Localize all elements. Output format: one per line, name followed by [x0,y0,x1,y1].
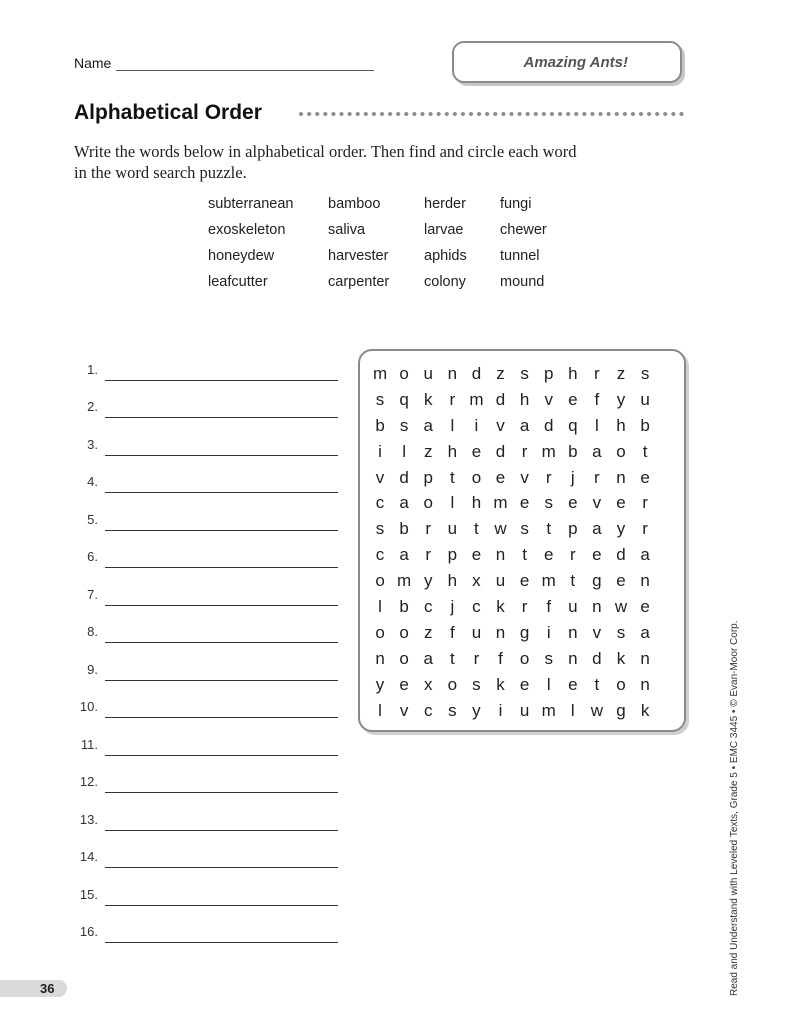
puzzle-letter[interactable]: r [594,467,600,487]
puzzle-letter[interactable]: l [450,415,455,435]
answer-line[interactable] [105,454,338,456]
answer-line-number: 12. [79,774,98,789]
answer-line-row [76,793,338,831]
word-bank-item: exoskeleton [208,222,286,238]
puzzle-letter[interactable]: o [447,674,458,694]
puzzle-letter[interactable]: a [519,415,530,435]
puzzle-letter[interactable]: b [640,415,650,435]
puzzle-letter[interactable]: r [521,441,528,461]
puzzle-letter[interactable]: g [592,571,602,591]
puzzle-letter[interactable]: d [592,648,602,668]
puzzle-letter[interactable]: o [616,441,626,461]
puzzle-letter[interactable]: p [543,363,554,383]
puzzle-row [368,490,678,516]
puzzle-letter[interactable]: u [568,596,578,616]
puzzle-letter[interactable]: v [399,700,409,720]
puzzle-letter[interactable]: t [546,519,552,539]
puzzle-row [368,594,678,620]
answer-line-number: 3. [87,436,98,452]
puzzle-letter[interactable]: n [616,467,626,487]
puzzle-letter[interactable]: i [378,441,382,461]
puzzle-letter[interactable]: m [493,493,508,513]
puzzle-letter[interactable]: v [544,389,553,409]
name-line [116,56,374,71]
puzzle-letter[interactable]: e [519,674,530,694]
puzzle-letter[interactable]: h [471,493,482,513]
puzzle-letter[interactable]: t [474,519,479,539]
puzzle-letter[interactable]: q [568,415,578,435]
puzzle-letter[interactable]: a [592,519,602,539]
answer-line-number: 2. [87,399,98,414]
answer-line-row [76,718,338,756]
puzzle-letter[interactable]: s [399,415,409,435]
puzzle-row [368,542,678,568]
answer-line-row [76,643,338,681]
puzzle-letter[interactable]: y [616,389,626,409]
answer-line-number: 5. [87,511,98,527]
answer-line-row [76,568,338,606]
puzzle-letter[interactable]: a [640,622,650,642]
answer-line-number: 9. [87,661,98,677]
puzzle-letter[interactable]: r [594,363,600,383]
puzzle-letter[interactable]: r [425,545,432,565]
puzzle-letter[interactable]: o [375,571,385,591]
puzzle-letter[interactable]: d [616,545,626,565]
puzzle-letter[interactable]: b [568,441,578,461]
puzzle-letter[interactable]: e [399,674,409,694]
puzzle-letter[interactable]: h [447,441,458,461]
puzzle-letter[interactable]: x [423,674,433,694]
puzzle-row [368,413,678,439]
puzzle-row [368,672,678,698]
answer-line[interactable] [105,716,338,718]
puzzle-letter[interactable]: h [519,389,530,409]
puzzle-row [368,698,678,724]
puzzle-letter[interactable]: z [423,441,433,461]
answer-line-number: 11. [80,736,98,752]
puzzle-letter[interactable]: n [640,674,650,694]
answer-line[interactable] [105,491,338,493]
puzzle-letter[interactable]: n [640,648,650,668]
answer-line[interactable] [105,679,338,681]
puzzle-letter[interactable]: y [472,700,481,720]
puzzle-letter[interactable]: t [570,571,576,591]
puzzle-letter[interactable]: l [450,493,455,513]
puzzle-letter[interactable]: z [423,622,433,642]
puzzle-letter[interactable]: z [496,363,505,383]
puzzle-row [368,568,678,594]
puzzle-row [368,646,678,672]
puzzle-letter[interactable]: b [399,519,409,539]
word-bank-item: honeydew [208,248,275,264]
answer-line-number: 8. [87,624,98,639]
answer-line[interactable] [105,604,338,606]
puzzle-letter[interactable]: e [592,545,602,565]
puzzle-letter[interactable]: t [594,674,600,694]
puzzle-letter[interactable]: w [494,519,507,539]
instructions [74,141,634,183]
puzzle-letter[interactable]: n [568,648,578,668]
puzzle-letter[interactable]: m [372,363,388,383]
puzzle-letter[interactable]: r [425,519,432,539]
puzzle-letter[interactable]: n [495,622,506,642]
answer-line[interactable] [105,566,338,568]
answer-line-number: 13. [79,811,98,827]
puzzle-letter[interactable]: u [471,622,482,642]
puzzle-letter[interactable]: s [448,700,457,720]
puzzle-letter[interactable]: e [616,571,626,591]
puzzle-letter[interactable]: f [594,389,600,409]
puzzle-letter[interactable]: z [616,363,626,383]
puzzle-letter[interactable]: o [471,467,482,487]
page-number: 36 [40,981,55,996]
word-bank-item: colony [424,274,466,290]
puzzle-letter[interactable]: c [423,700,433,720]
puzzle-letter[interactable]: e [568,674,578,694]
puzzle-letter[interactable]: s [640,363,650,383]
banner-title-box [452,41,682,83]
answer-line[interactable] [105,641,338,643]
puzzle-letter[interactable]: n [375,648,385,668]
puzzle-letter[interactable]: a [423,648,433,668]
puzzle-letter[interactable]: u [447,519,458,539]
answer-lines [76,343,338,943]
puzzle-letter[interactable]: a [399,545,409,565]
puzzle-letter[interactable]: x [472,571,481,591]
puzzle-letter[interactable]: d [495,441,506,461]
answer-line-row [76,756,338,794]
word-bank-item: saliva [328,222,366,238]
word-bank-item: chewer [500,222,547,238]
puzzle-row [368,620,678,646]
puzzle-letter[interactable]: h [447,571,458,591]
puzzle-letter[interactable]: o [399,648,409,668]
puzzle-letter[interactable]: n [568,622,578,642]
answer-line-number: 7. [87,586,98,602]
puzzle-letter[interactable]: r [642,519,648,539]
name-label: Name [74,55,112,71]
puzzle-row [368,516,678,542]
puzzle-letter[interactable]: j [570,467,575,487]
puzzle-letter[interactable]: n [592,596,602,616]
puzzle-letter[interactable]: r [473,648,480,668]
puzzle-letter[interactable]: e [471,545,482,565]
puzzle-letter[interactable]: s [520,363,529,383]
dotted-rule [297,108,687,120]
word-bank-item: tunnel [500,248,540,264]
answer-line[interactable] [105,416,338,418]
answer-line[interactable] [105,829,338,831]
puzzle-letter[interactable]: e [616,493,626,513]
word-bank-item: larvae [424,222,464,238]
puzzle-letter[interactable]: k [616,648,626,668]
section-title: Alphabetical Order [74,101,262,124]
puzzle-letter[interactable]: d [543,415,554,435]
answer-line-row [76,831,338,869]
puzzle-letter[interactable]: h [616,415,626,435]
puzzle-letter[interactable]: c [423,596,433,616]
puzzle-letter[interactable]: s [472,674,481,694]
puzzle-letter[interactable]: m [541,700,556,720]
answer-line[interactable] [105,791,338,793]
puzzle-row [368,387,678,413]
word-bank-item: carpenter [328,274,390,290]
puzzle-letter[interactable]: o [399,622,409,642]
puzzle-letter[interactable]: l [570,700,575,720]
banner-title: Amazing Ants! [523,53,628,71]
puzzle-letter[interactable]: l [595,415,599,435]
word-bank-item: subterranean [208,196,294,212]
puzzle-letter[interactable]: j [450,596,455,616]
puzzle-letter[interactable]: m [541,441,556,461]
puzzle-letter[interactable]: o [423,493,433,513]
answer-line[interactable] [105,529,338,531]
puzzle-letter[interactable]: u [423,363,433,383]
puzzle-letter[interactable]: y [375,674,385,694]
puzzle-letter[interactable]: e [471,441,482,461]
answer-line-number: 4. [87,474,98,489]
puzzle-letter[interactable]: e [640,467,650,487]
puzzle-letter[interactable]: m [469,389,484,409]
puzzle-letter[interactable]: e [568,493,578,513]
answer-line-row [76,493,338,531]
puzzle-letter[interactable]: u [519,700,530,720]
puzzle-letter[interactable]: d [471,363,482,383]
puzzle-letter[interactable]: k [423,389,433,409]
puzzle-letter[interactable]: k [640,700,650,720]
puzzle-letter[interactable]: p [447,545,458,565]
word-bank-item: aphids [424,248,467,264]
word-search-puzzle [358,349,686,732]
word-bank [208,194,580,292]
puzzle-letter[interactable]: e [568,389,578,409]
puzzle-row [368,465,678,491]
puzzle-row [368,439,678,465]
puzzle-letter[interactable]: n [447,363,458,383]
answer-line-row [76,906,338,944]
puzzle-letter[interactable]: v [520,467,529,487]
puzzle-letter[interactable]: w [590,700,604,720]
puzzle-letter[interactable]: a [640,545,650,565]
word-bank-item: herder [424,196,466,212]
puzzle-letter[interactable]: e [543,545,554,565]
name-field-row [74,55,374,71]
puzzle-letter[interactable]: a [423,415,433,435]
puzzle-letter[interactable]: l [546,674,551,694]
puzzle-letter[interactable]: r [521,596,528,616]
puzzle-letter[interactable]: s [544,493,553,513]
puzzle-letter[interactable]: l [378,700,382,720]
puzzle-letter[interactable]: d [399,467,409,487]
answer-line-number: 15. [79,886,98,902]
puzzle-letter[interactable]: s [375,389,385,409]
puzzle-letter[interactable]: m [541,571,556,591]
answer-line-row [76,531,338,569]
answer-line-row [76,418,338,456]
word-bank-item: mound [500,274,545,290]
puzzle-letter[interactable]: n [495,545,506,565]
puzzle-letter[interactable]: e [495,467,506,487]
puzzle-letter[interactable]: v [375,467,385,487]
puzzle-letter[interactable]: f [498,648,503,668]
puzzle-letter[interactable]: e [519,571,530,591]
puzzle-letter[interactable]: d [495,389,506,409]
puzzle-letter[interactable]: o [519,648,530,668]
instructions-line-1: Write the words below in alphabetical order. Then find and circle each word [74,142,577,161]
puzzle-letter[interactable]: k [496,674,505,694]
puzzle-letter[interactable]: u [640,389,650,409]
puzzle-letter[interactable]: l [402,441,407,461]
puzzle-letter[interactable]: g [616,700,626,720]
puzzle-letter[interactable]: h [568,363,578,383]
word-bank-item: bamboo [328,196,381,212]
answer-line[interactable] [105,866,338,868]
puzzle-letter[interactable]: s [544,648,553,668]
puzzle-letter[interactable]: v [592,493,602,513]
puzzle-letter[interactable]: c [472,596,481,616]
puzzle-letter[interactable]: s [616,622,626,642]
puzzle-letter[interactable]: a [592,441,602,461]
puzzle-letter[interactable]: o [399,363,409,383]
answer-line-number: 1. [87,361,98,377]
puzzle-letter[interactable]: b [399,596,409,616]
puzzle-letter[interactable]: p [423,467,433,487]
answer-line-row [76,456,338,494]
answer-line[interactable] [105,904,338,906]
page-number-tab [0,980,67,997]
puzzle-letter[interactable]: u [495,571,506,591]
puzzle-letter[interactable]: i [546,622,551,642]
puzzle-letter[interactable]: c [375,545,385,565]
answer-line[interactable] [105,941,338,943]
puzzle-letter[interactable]: v [496,415,505,435]
puzzle-letter[interactable]: s [375,519,385,539]
copyright-notice: Read and Understand with Leveled Texts, Grade 5 • EMC 3445 • © Evan-Moor Corp. [729,620,740,996]
answer-line-row [76,681,338,719]
puzzle-letter[interactable]: m [397,571,412,591]
puzzle-letter[interactable]: t [522,545,527,565]
answer-line[interactable] [105,754,338,756]
puzzle-letter[interactable]: r [642,493,648,513]
answer-line-number: 10. [79,699,98,714]
answer-line-number: 16. [79,924,98,939]
puzzle-letter[interactable]: c [375,493,385,513]
puzzle-letter[interactable]: o [616,674,626,694]
puzzle-letter[interactable]: g [519,622,530,642]
answer-line-row [76,606,338,644]
answer-line-number: 14. [79,849,98,864]
puzzle-letter[interactable]: f [449,622,455,642]
puzzle-row [368,361,678,387]
puzzle-letter[interactable]: r [545,467,552,487]
puzzle-letter[interactable]: y [423,571,433,591]
instructions-line-2: in the word search puzzle. [74,163,247,182]
answer-line-number: 6. [87,549,98,564]
word-bank-item: harvester [328,248,389,264]
word-bank-item: leafcutter [208,274,268,290]
answer-line-row [76,381,338,419]
puzzle-letter[interactable]: w [614,596,628,616]
puzzle-letter[interactable]: i [474,415,479,435]
puzzle-letter[interactable]: y [616,519,626,539]
puzzle-letter[interactable]: p [568,519,578,539]
puzzle-letter[interactable]: t [642,441,648,461]
answer-line[interactable] [105,379,338,381]
puzzle-letter[interactable]: t [449,648,455,668]
puzzle-letter[interactable]: v [592,622,602,642]
puzzle-letter[interactable]: b [375,415,385,435]
puzzle-letter[interactable]: r [449,389,456,409]
puzzle-letter[interactable]: l [378,596,382,616]
answer-line-row [76,343,338,381]
puzzle-letter[interactable]: e [519,493,530,513]
word-bank-item: fungi [500,196,532,212]
puzzle-letter[interactable]: i [498,700,503,720]
puzzle-letter[interactable]: n [640,571,650,591]
answer-line-row [76,868,338,906]
puzzle-letter[interactable]: t [449,467,455,487]
puzzle-letter[interactable]: f [546,596,552,616]
puzzle-letter[interactable]: q [399,389,409,409]
puzzle-letter[interactable]: k [496,596,505,616]
puzzle-letter[interactable]: a [399,493,409,513]
puzzle-letter[interactable]: o [375,622,385,642]
puzzle-letter[interactable]: e [640,596,650,616]
puzzle-letter[interactable]: r [569,545,576,565]
puzzle-letter[interactable]: s [520,519,529,539]
